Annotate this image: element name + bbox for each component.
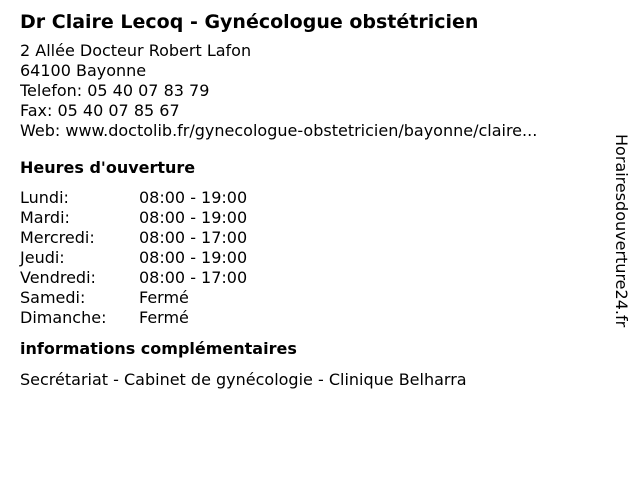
hours-row-thursday [20, 248, 600, 268]
business-card [20, 10, 600, 390]
site-watermark: Horairesdouverture24.fr [612, 134, 631, 328]
hours-value: 08:00 - 19:00 [139, 188, 248, 207]
fax-line: Fax: 05 40 07 85 67 [20, 101, 180, 120]
day-label: Jeudi: [20, 248, 65, 267]
hours-value: Fermé [139, 308, 189, 327]
business-title: Dr Claire Lecoq - Gynécologue obstétricien [20, 11, 479, 33]
hours-value: Fermé [139, 288, 189, 307]
day-label: Mardi: [20, 208, 70, 227]
hours-row-sunday [20, 308, 600, 328]
additional-info-title: informations complémentaires [20, 339, 297, 358]
day-label: Lundi: [20, 188, 69, 207]
hours-row-tuesday [20, 208, 600, 228]
hours-row-wednesday [20, 228, 600, 248]
phone-line: Telefon: 05 40 07 83 79 [20, 81, 210, 100]
day-label: Vendredi: [20, 268, 96, 287]
hours-row-friday [20, 268, 600, 288]
hours-row-saturday [20, 288, 600, 308]
additional-info-text: Secrétariat - Cabinet de gynécologie - Clinique Belharra [20, 370, 467, 389]
day-label: Mercredi: [20, 228, 95, 247]
web-line: Web: www.doctolib.fr/gynecologue-obstetricien/bayonne/claire... [20, 121, 538, 140]
contact-block [20, 41, 600, 141]
hours-value: 08:00 - 19:00 [139, 208, 248, 227]
address-line-2: 64100 Bayonne [20, 61, 147, 80]
address-line-1: 2 Allée Docteur Robert Lafon [20, 41, 252, 60]
opening-hours-table [20, 188, 600, 328]
hours-row-monday [20, 188, 600, 208]
day-label: Samedi: [20, 288, 86, 307]
hours-value: 08:00 - 17:00 [139, 268, 248, 287]
hours-value: 08:00 - 17:00 [139, 228, 248, 247]
day-label: Dimanche: [20, 308, 107, 327]
hours-value: 08:00 - 19:00 [139, 248, 248, 267]
opening-hours-title: Heures d'ouverture [20, 158, 196, 177]
